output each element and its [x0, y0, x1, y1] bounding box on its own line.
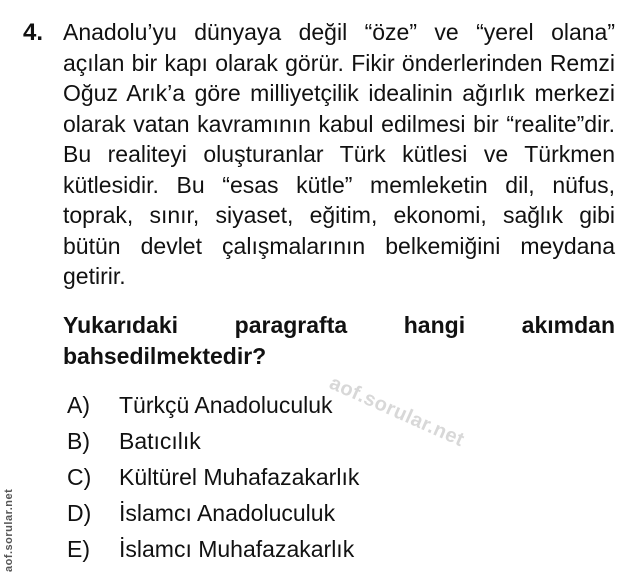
question-prompt: Yukarıdaki paragrafta hangi akımdan bahsedilmektedir? — [63, 312, 615, 369]
option-letter: A) — [67, 392, 90, 418]
option-b[interactable] — [67, 423, 359, 459]
question-body: Anadolu’yu dünyaya değil “öze” ve “yerel olana” açılan bir kapı olarak görür. Fikir önderlerinden Remzi Oğuz Arık’a göre milliyetçilik idealinin ağırlık merkezi olarak vatan kavramının kabul edilmesi bir “realite”dir. Bu realiteyi oluşturanlar Türk kütlesi ve Türkmen kütlesidir. Bu “esas kütle” memleketin dil, nüfus, toprak, sınır, siyaset, eğitim, ekonomi, sağlık gibi bütün devlet çalışmalarının belkemiğini meydana getirir. — [63, 19, 615, 289]
option-letter: C) — [67, 464, 92, 490]
option-c[interactable] — [67, 459, 359, 495]
option-letter: D) — [67, 500, 92, 526]
option-text: Kültürel Muhafazakarlık — [119, 464, 360, 490]
option-text: İslamcı Anadoluculuk — [119, 500, 336, 526]
option-text: İslamcı Muhafazakarlık — [119, 536, 355, 562]
option-letter: E) — [67, 536, 90, 562]
option-d[interactable] — [67, 495, 359, 531]
watermark-side: aof.sorular.net — [3, 488, 15, 572]
option-e[interactable] — [67, 531, 359, 567]
option-text: Batıcılık — [119, 428, 201, 454]
answer-options — [67, 387, 359, 567]
question-number: 4. — [23, 19, 44, 46]
option-text: Türkçü Anadoluculuk — [119, 392, 333, 418]
option-letter: B) — [67, 428, 90, 454]
watermark-center: aof.sorular.net — [326, 372, 468, 452]
option-a[interactable] — [67, 387, 359, 423]
